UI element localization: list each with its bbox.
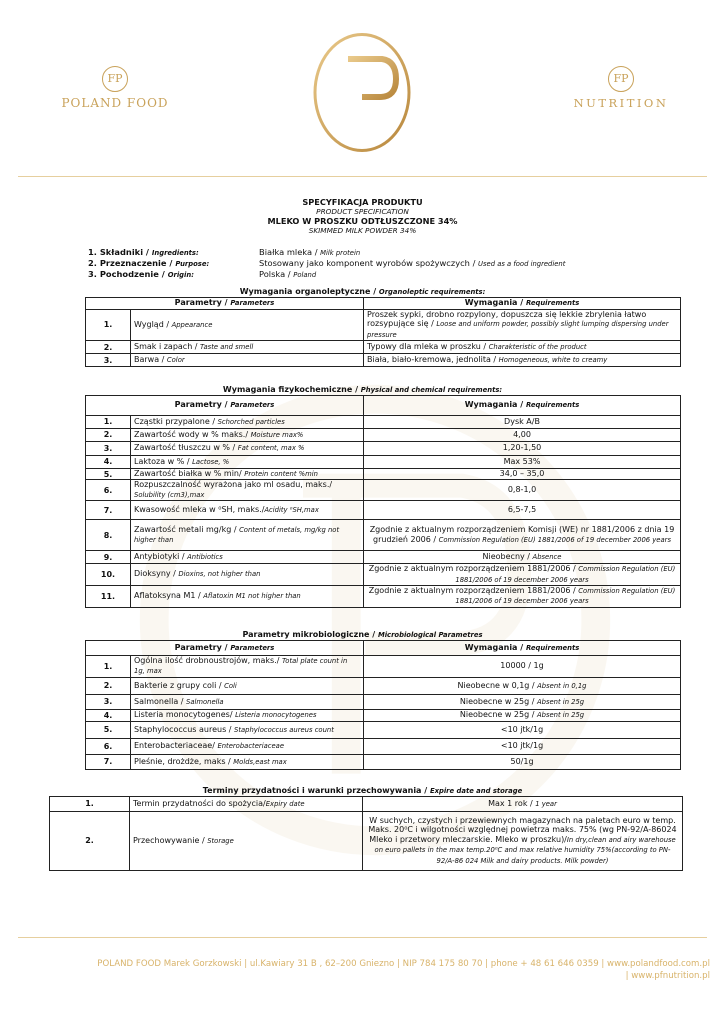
parameter-cell: Salmonella / Salmonella bbox=[131, 694, 364, 709]
requirement-cell: 1,20-1,50 bbox=[364, 442, 681, 456]
parameter-cell: Cząstki przypalone / Schorched particles bbox=[131, 416, 364, 429]
requirement-cell: Nieobecne w 25g / Absent in 25g bbox=[364, 709, 681, 721]
poland-food-brand: POLAND FOOD bbox=[61, 96, 169, 110]
parameter-cell: Aflatoksyna M1 / Aflatoxin M1 not higher than bbox=[131, 586, 364, 608]
row-number: 4. bbox=[86, 709, 131, 721]
header-requirements: Wymagania / Requirements bbox=[364, 298, 681, 310]
footer-website: | www.pfnutrition.pl bbox=[625, 971, 710, 981]
parameter-cell: Zawartość wody w % maks./ Moisture max% bbox=[131, 429, 364, 442]
header-requirements: Wymagania / Requirements bbox=[364, 396, 681, 416]
info-key: 3. Pochodzenie / bbox=[88, 269, 168, 280]
requirement-cell: Dysk A/B bbox=[364, 416, 681, 429]
section-title-en: Physical and chemical requirements: bbox=[360, 386, 503, 394]
table-header-row bbox=[86, 298, 681, 310]
info-row bbox=[88, 247, 565, 258]
requirement-cell: <10 jtk/1g bbox=[364, 738, 681, 754]
requirement-cell: 4,00 bbox=[364, 429, 681, 442]
table-row bbox=[86, 480, 681, 501]
header-requirements: Wymagania / Requirements bbox=[364, 641, 681, 656]
requirement-cell: Nieobecne w 25g / Absent in 25g bbox=[364, 694, 681, 709]
header-divider bbox=[18, 176, 707, 177]
requirement-cell: Typowy dla mleka w proszku / Charakteristic of the product bbox=[364, 341, 681, 354]
info-value-en: Used as a food ingredient bbox=[478, 260, 566, 269]
info-value: Polska / bbox=[259, 269, 294, 280]
info-value-en: Poland bbox=[293, 271, 317, 280]
physchem-table bbox=[85, 395, 681, 608]
info-key-en: Origin: bbox=[167, 271, 194, 280]
parameter-cell: Staphylococcus aureus / Staphylococcus aureus count bbox=[131, 721, 364, 738]
row-number: 9. bbox=[86, 551, 131, 564]
micro-table bbox=[85, 640, 681, 770]
table-row bbox=[86, 586, 681, 608]
table-row bbox=[86, 551, 681, 564]
row-number: 11. bbox=[86, 586, 131, 608]
requirement-cell: Biała, biało-kremowa, jednolita / Homogeneous, white to creamy bbox=[364, 354, 681, 367]
table-row bbox=[86, 429, 681, 442]
table-row bbox=[86, 341, 681, 354]
parameter-cell: Laktoza w % / Lactose, % bbox=[131, 456, 364, 469]
row-number: 2. bbox=[86, 429, 131, 442]
header-parameters: Parametry / Parameters bbox=[86, 298, 364, 310]
nutrition-logo bbox=[566, 66, 676, 110]
table-row bbox=[86, 721, 681, 738]
requirement-cell: W suchych, czystych i przewiewnych magazynach na paletach euro w temp. Maks. 20⁰C i wilgotności względnej powietrza maks. 75% (wg PN-92/A-86024 Mleko i przetwory mleczarskie. Mleko w proszku)/In dry,clean and airy warehouse on euro pallets in the max temp.20⁰C and max relative humidity 75%(according to PN-92/A-86 024 Milk and dairy products. Milk powder) bbox=[363, 812, 683, 871]
requirement-cell: 50/1g bbox=[364, 754, 681, 769]
row-number: 5. bbox=[86, 469, 131, 480]
row-number: 3. bbox=[86, 694, 131, 709]
row-number: 4. bbox=[86, 456, 131, 469]
info-value-en: Milk protein bbox=[320, 249, 361, 257]
row-number: 3. bbox=[86, 442, 131, 456]
parameter-cell: Enterobacteriaceae/ Enterobacteriaceae bbox=[131, 738, 364, 754]
table-header-row bbox=[86, 396, 681, 416]
product-info bbox=[88, 247, 565, 281]
parameter-cell: Smak i zapach / Taste and smell bbox=[131, 341, 364, 354]
table-row bbox=[86, 677, 681, 694]
requirement-cell: <10 jtk/1g bbox=[364, 721, 681, 738]
parameter-cell: Przechowywanie / Storage bbox=[130, 812, 363, 871]
parameter-cell: Wygląd / Appearance bbox=[131, 310, 364, 341]
organoleptic-table bbox=[85, 297, 681, 367]
table-row bbox=[86, 416, 681, 429]
section-title-en: Expire date and storage bbox=[429, 787, 523, 795]
parameter-cell: Termin przydatności do spożycia/Expiry date bbox=[130, 797, 363, 812]
row-number: 2. bbox=[86, 677, 131, 694]
requirement-cell: Nieobecne w 0,1g / Absent in 0,1g bbox=[364, 677, 681, 694]
organoleptic-title bbox=[0, 287, 725, 296]
table-header-row bbox=[86, 641, 681, 656]
fp-center-logo bbox=[312, 31, 412, 154]
parameter-cell: Bakterie z grupy coli / Coli bbox=[131, 677, 364, 694]
parameter-cell: Zawartość tłuszczu w % / Fat content, max % bbox=[131, 442, 364, 456]
table-row bbox=[86, 501, 681, 520]
row-number: 5. bbox=[86, 721, 131, 738]
table-row bbox=[86, 442, 681, 456]
section-title-en: Organoleptic requirements: bbox=[378, 288, 486, 296]
row-number: 1. bbox=[86, 656, 131, 678]
product-name-en: SKIMMED MILK POWDER 34% bbox=[308, 226, 417, 235]
table-row bbox=[86, 520, 681, 551]
row-number: 1. bbox=[86, 310, 131, 341]
row-number: 8. bbox=[86, 520, 131, 551]
row-number: 1. bbox=[86, 416, 131, 429]
info-row bbox=[88, 269, 565, 280]
footer-divider bbox=[18, 937, 707, 938]
table-row bbox=[86, 564, 681, 586]
parameter-cell: Kwasowość mleka w ⁰SH, maks./Acidity ⁰SH,max bbox=[131, 501, 364, 520]
row-number: 6. bbox=[86, 480, 131, 501]
table-row bbox=[50, 812, 683, 871]
storage-table bbox=[49, 796, 683, 871]
header-parameters: Parametry / Parameters bbox=[86, 641, 364, 656]
info-key-en: Purpose: bbox=[175, 260, 210, 269]
info-row bbox=[88, 258, 565, 269]
poland-food-logo bbox=[60, 66, 170, 110]
section-title-en: Microbiological Parametres bbox=[377, 631, 483, 639]
section-title-pl: Parametry mikrobiologiczne / bbox=[242, 630, 378, 639]
row-number: 6. bbox=[86, 738, 131, 754]
parameter-cell: Barwa / Color bbox=[131, 354, 364, 367]
storage-title bbox=[0, 786, 725, 795]
physchem-title bbox=[0, 385, 725, 394]
document-title bbox=[0, 197, 725, 235]
info-key: 1. Składniki / bbox=[88, 247, 152, 257]
requirement-cell: 10000 / 1g bbox=[364, 656, 681, 678]
table-row bbox=[86, 694, 681, 709]
table-row bbox=[86, 469, 681, 480]
row-number: 7. bbox=[86, 754, 131, 769]
table-row bbox=[86, 738, 681, 754]
nutrition-brand: NUTRITION bbox=[573, 96, 669, 110]
table-row bbox=[86, 754, 681, 769]
table-row bbox=[86, 310, 681, 341]
requirement-cell: Proszek sypki, drobno rozpylony, dopuszcza się lekkie zbrylenia łatwo rozsypujące się / Loose and uniform powder, possibly slight lumping dispersing under pressure bbox=[364, 310, 681, 341]
requirement-cell: 34,0 – 35,0 bbox=[364, 469, 681, 480]
info-value: Stosowany jako komponent wyrobów spożywczych / bbox=[259, 258, 479, 269]
micro-title bbox=[0, 630, 725, 639]
requirement-cell: Max 1 rok / 1 year bbox=[363, 797, 683, 812]
requirement-cell: Zgodnie z aktualnym rozporządzeniem 1881/2006 / Commission Regulation (EU) 1881/2006 of 19 december 2006 years bbox=[364, 586, 681, 608]
parameter-cell: Rozpuszczalność wyrażona jako ml osadu, maks./ Solubility (cm3),max bbox=[131, 480, 364, 501]
footer-address: POLAND FOOD Marek Gorzkowski | ul.Kawiary 31 B , 62–200 Gniezno | NIP 784 175 80 70 | phone + 48 61 646 0359 | www.polandfood.com.pl bbox=[97, 959, 710, 969]
requirement-cell: Zgodnie z aktualnym rozporządzeniem Komisji (WE) nr 1881/2006 z dnia 19 grudzień 2006 / Commission Regulation (EU) 1881/2006 of 19 december 2006 years bbox=[364, 520, 681, 551]
header-parameters: Parametry / Parameters bbox=[86, 396, 364, 416]
requirement-cell: Nieobecny / Absence bbox=[364, 551, 681, 564]
parameter-cell: Zawartość metali mg/kg / Content of metals, mg/kg not higher than bbox=[131, 520, 364, 551]
info-key-en: Ingredients: bbox=[151, 249, 199, 257]
section-title-pl: Terminy przydatności i warunki przechowywania / bbox=[202, 786, 430, 795]
requirement-cell: 6,5-7,5 bbox=[364, 501, 681, 520]
table-row bbox=[86, 709, 681, 721]
parameter-cell: Pleśnie, drożdże, maks / Molds,east max bbox=[131, 754, 364, 769]
table-row bbox=[86, 354, 681, 367]
parameter-cell: Listeria monocytogenes/ Listeria monocytogenes bbox=[131, 709, 364, 721]
row-number: 1. bbox=[50, 797, 130, 812]
row-number: 2. bbox=[50, 812, 130, 871]
title-pl: SPECYFIKACJA PRODUKTU bbox=[302, 197, 423, 207]
table-row bbox=[50, 797, 683, 812]
parameter-cell: Antybiotyki / Antibiotics bbox=[131, 551, 364, 564]
parameter-cell: Dioksyny / Dioxins, not higher than bbox=[131, 564, 364, 586]
fp-monogram-icon: FP bbox=[102, 66, 128, 92]
section-title-pl: Wymagania organoleptyczne / bbox=[239, 287, 379, 296]
info-value: Białka mleka / bbox=[259, 247, 321, 257]
requirement-cell: 0,8-1,0 bbox=[364, 480, 681, 501]
fp-monogram-icon: FP bbox=[608, 66, 634, 92]
info-key: 2. Przeznaczenie / bbox=[88, 258, 176, 269]
title-en: PRODUCT SPECIFICATION bbox=[316, 207, 409, 216]
table-row bbox=[86, 656, 681, 678]
row-number: 2. bbox=[86, 341, 131, 354]
section-title-pl: Wymagania fizykochemiczne / bbox=[222, 385, 361, 394]
table-row bbox=[86, 456, 681, 469]
parameter-cell: Zawartość białka w % min/ Protein content %min bbox=[131, 469, 364, 480]
row-number: 7. bbox=[86, 501, 131, 520]
product-name-pl: MLEKO W PROSZKU ODTŁUSZCZONE 34% bbox=[267, 216, 458, 226]
requirement-cell: Zgodnie z aktualnym rozporządzeniem 1881/2006 / Commission Regulation (EU) 1881/2006 of 19 december 2006 years bbox=[364, 564, 681, 586]
footer-contact bbox=[20, 958, 710, 982]
row-number: 3. bbox=[86, 354, 131, 367]
parameter-cell: Ogólna ilość drobnoustrojów, maks./ Total plate count in 1g, max bbox=[131, 656, 364, 678]
requirement-cell: Max 53% bbox=[364, 456, 681, 469]
row-number: 10. bbox=[86, 564, 131, 586]
